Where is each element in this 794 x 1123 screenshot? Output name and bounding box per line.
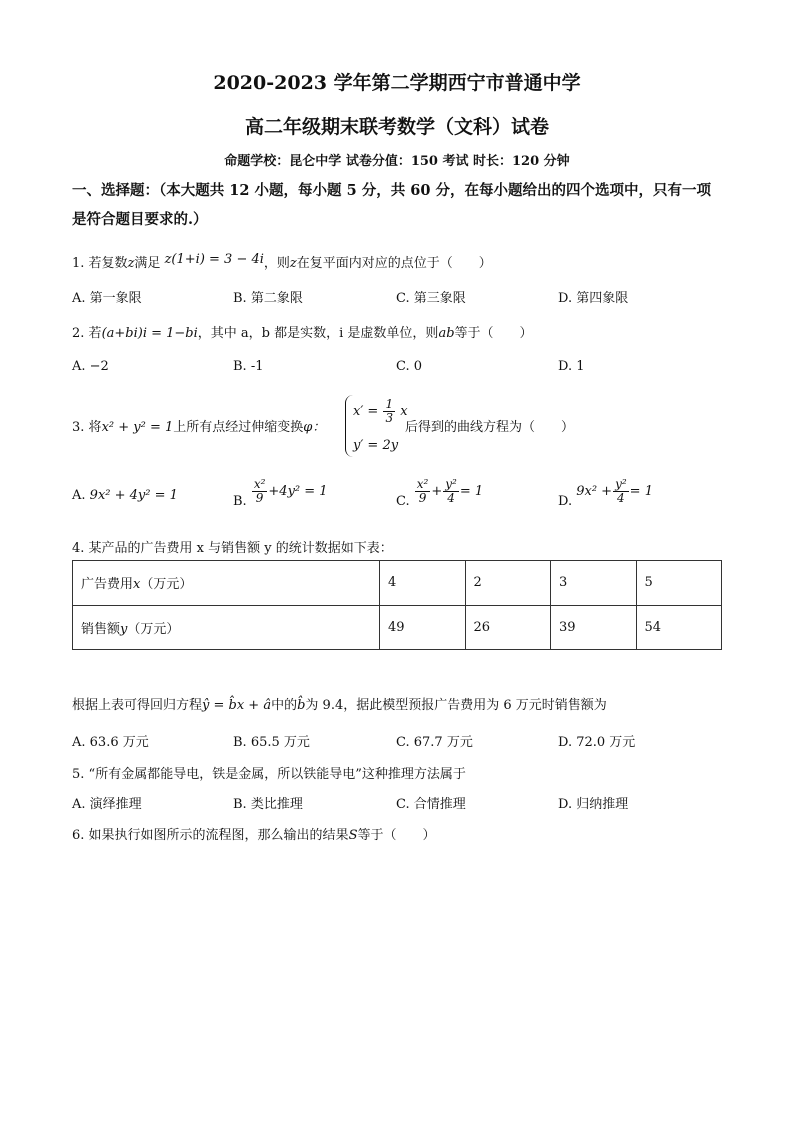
- transform-line-2: y′ = 2y: [353, 438, 399, 453]
- table-cell: 4: [380, 561, 466, 606]
- option-c: C. 0: [396, 359, 423, 374]
- fraction-numerator: y²: [615, 477, 627, 491]
- fraction-denominator: 9: [255, 491, 264, 505]
- option-math: 9x² +: [576, 484, 613, 499]
- option-d: D. 第四象限: [558, 291, 629, 306]
- math-variable: x: [400, 404, 408, 419]
- math-equation: z(1+i) = 3 − 4i: [164, 252, 264, 267]
- row-unit: （万元）: [140, 577, 193, 593]
- math-variable: b̂: [297, 698, 306, 713]
- option-b: B. 类比推理: [233, 797, 303, 812]
- option-c: C. 合情推理: [396, 797, 466, 812]
- exam-title-line1: 2020-2023 学年第二学期西宁市普通中学: [213, 72, 581, 94]
- row-label: 广告费用: [81, 577, 134, 593]
- table-cell: 39: [551, 605, 637, 650]
- exam-meta: 命题学校：昆仑中学 试卷分值：150 考试 时长：120 分钟: [224, 154, 570, 169]
- table-cell: 5: [636, 561, 722, 606]
- option-a: [72, 488, 178, 503]
- question-number: 6.: [72, 828, 85, 843]
- table-row: [73, 605, 722, 650]
- question-text: 等于（ ）: [454, 326, 533, 341]
- option-math: = 1: [459, 484, 484, 499]
- question-5: [72, 763, 466, 782]
- question-text: 上所有点经过伸缩变换: [173, 420, 304, 435]
- question-text: 根据上表可得回归方程: [72, 698, 203, 713]
- question-text: 如果执行如图所示的流程图，那么输出的结果: [88, 828, 349, 843]
- option-math: = 1: [629, 484, 653, 499]
- option-math: 9x² + 4y² = 1: [89, 488, 178, 503]
- fraction-numerator: y²: [445, 477, 457, 491]
- row-header: [73, 561, 380, 606]
- question-text: ，其中 a，b 都是实数，i 是虚数单位，则: [197, 326, 439, 341]
- option-c: C. $\frac{\text{x²}}{9}$ + $\frac{\text{y²}}{4}$ = 1: [396, 477, 484, 509]
- fraction: [383, 398, 395, 425]
- row-label: 销售额: [81, 621, 121, 637]
- math-variable: S: [348, 828, 358, 843]
- question-6: [72, 824, 435, 843]
- math-equation: x² + y² = 1: [101, 420, 174, 435]
- fraction-numerator: x²: [253, 477, 266, 491]
- option-d: [558, 477, 653, 509]
- math-equation: ŷ = b̂x + â: [202, 698, 272, 713]
- exam-title-line2: 高二年级期末联考数学（文科）试卷: [244, 116, 549, 138]
- question-text: 中的: [271, 698, 298, 713]
- question-text: 若复数: [88, 256, 128, 271]
- option-b: B. 65.5 万元: [233, 735, 310, 750]
- question-text: 若: [88, 326, 102, 341]
- fraction: [252, 478, 268, 505]
- math-variable: z: [127, 256, 135, 271]
- question-2: [72, 322, 533, 341]
- data-table: [72, 560, 722, 650]
- table-row: [73, 561, 722, 606]
- option-d: D. 1: [558, 359, 585, 374]
- math-variable: x: [133, 577, 141, 593]
- math-variable: φ：: [303, 420, 326, 435]
- option-c: C. 第三象限: [396, 291, 466, 306]
- fraction: [443, 478, 459, 505]
- question-3: [72, 416, 325, 435]
- question-number: 3.: [72, 420, 85, 435]
- option-c: C. 67.7 万元: [396, 735, 473, 750]
- table-cell: 26: [465, 605, 551, 650]
- option-label: B.: [233, 494, 247, 509]
- option-b: B. 第二象限: [233, 291, 303, 306]
- option-a: A. −2: [72, 359, 109, 374]
- question-text: 将: [88, 420, 102, 435]
- option-a: A. 第一象限: [72, 291, 142, 306]
- row-header: [73, 605, 380, 650]
- math-variable: y: [120, 621, 128, 637]
- row-unit: （万元）: [127, 621, 180, 637]
- question-1: [72, 252, 492, 271]
- math-equation: (a+bi)i = 1−bi: [101, 326, 198, 341]
- question-text: 在复平面内对应的点位于（ ）: [296, 256, 492, 271]
- question-number: 5.: [72, 767, 85, 782]
- option-label: A.: [72, 488, 86, 503]
- question-4: [72, 537, 393, 556]
- question-number: 1.: [72, 256, 85, 271]
- question-text: 为 9.4，据此模型预报广告费用为 6 万元时销售额为: [305, 698, 607, 713]
- section-heading: 一、选择题：（本大题共 12 小题，每小题 5 分，共 60 分，在每小题给出的四个选项中，只有一项是符合题目要求的.）: [72, 182, 711, 228]
- question-number: 4.: [72, 541, 85, 556]
- question-text: 等于（ ）: [357, 828, 436, 843]
- table-cell: 3: [551, 561, 637, 606]
- fraction-denominator: 3: [385, 411, 394, 425]
- fraction-numerator: 1: [385, 397, 394, 411]
- question-text: “所有金属都能导电，铁是金属，所以铁能导电”这种推理方法属于: [88, 767, 466, 782]
- option-b: [233, 477, 328, 509]
- option-a: A. 演绎推理: [72, 797, 142, 812]
- math-variable: z: [289, 256, 297, 271]
- question-number: 2.: [72, 326, 85, 341]
- question-text: 满足: [134, 256, 161, 271]
- option-a: A. 63.6 万元: [72, 735, 149, 750]
- option-label: C.: [396, 494, 410, 509]
- table-cell: 2: [465, 561, 551, 606]
- option-label: D.: [558, 494, 573, 509]
- option-b: B. -1: [233, 359, 264, 374]
- table-cell: 49: [380, 605, 466, 650]
- option-d: D. 归纳推理: [558, 797, 629, 812]
- option-math: +4y² = 1: [268, 484, 328, 499]
- fraction: [415, 478, 431, 505]
- fraction: [613, 478, 629, 505]
- math-lhs: x′ =: [353, 404, 379, 419]
- fraction-numerator: x²: [416, 477, 429, 491]
- question-text: ，则: [263, 256, 290, 271]
- fraction-denominator: 9: [418, 491, 427, 505]
- transform-line-1: [353, 398, 408, 425]
- table-cell: 54: [636, 605, 722, 650]
- option-d: D. 72.0 万元: [558, 735, 636, 750]
- fraction-denominator: 4: [617, 491, 625, 505]
- question-text: 某产品的广告费用 x 与销售额 y 的统计数据如下表：: [88, 541, 393, 556]
- question-4-followup: [72, 694, 607, 713]
- question-text: 后得到的曲线方程为（ ）: [405, 420, 575, 435]
- fraction-denominator: 4: [447, 491, 455, 505]
- math-variable: ab: [438, 326, 455, 341]
